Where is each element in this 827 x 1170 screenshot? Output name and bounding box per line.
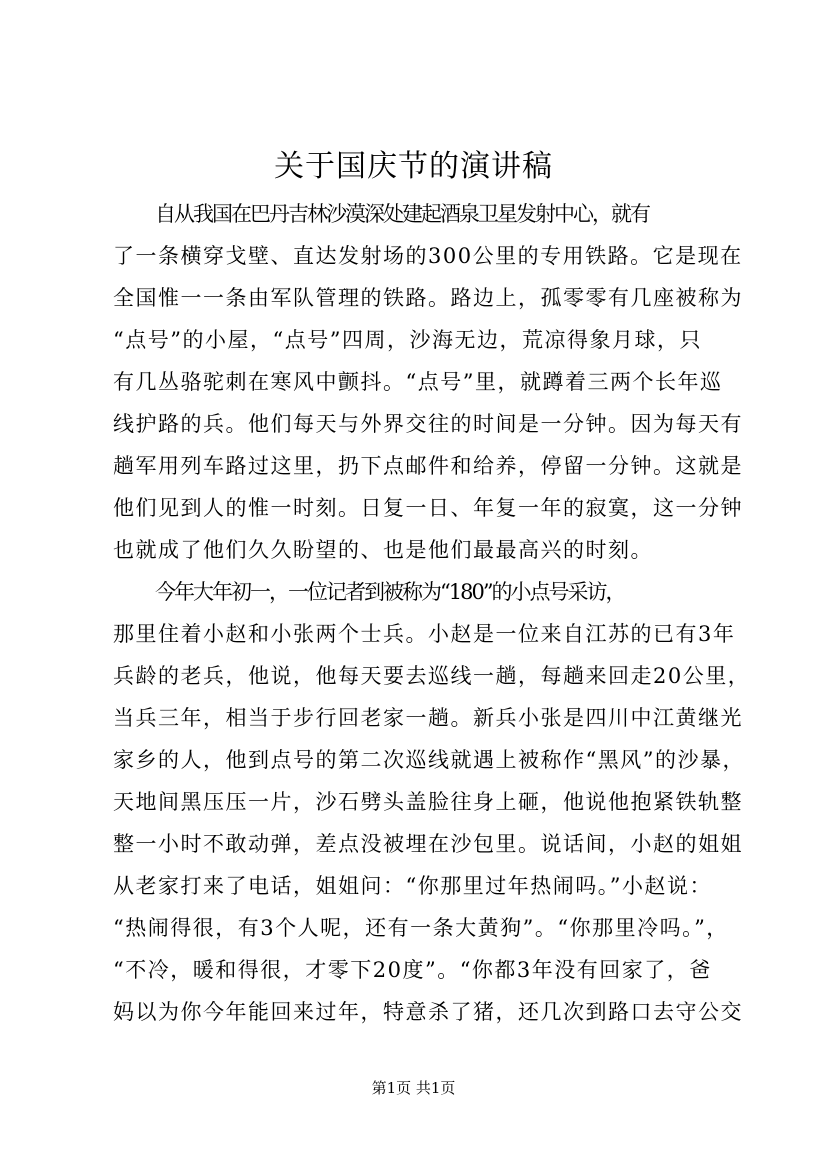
- paragraph-line: 那里住着小赵和小张两个士兵。小赵是一位来自江苏的已有3年: [113, 622, 736, 646]
- paragraph-line: 妈以为你今年能回来过年，特意杀了猪，还几次到路口去守公交: [113, 1000, 743, 1024]
- paragraph-line: 全国惟一一条由军队管理的铁路。路边上，孤零零有几座被称为: [113, 286, 743, 310]
- paragraph-line: 天地间黑压压一片，沙石劈头盖脸往身上砸，他说他抱紧铁轨整: [113, 790, 743, 814]
- paragraph-line: 家乡的人，他到点号的第二次巡线就遇上被称作“黑风”的沙暴，: [113, 748, 745, 772]
- paragraph-line: 整一小时不敢动弹，差点没被埋在沙包里。说话间，小赵的姐姐: [113, 832, 743, 856]
- paragraph-line: “热闹得很，有3个人呢，还有一条大黄狗”。“你那里冷吗。”，: [113, 916, 729, 940]
- paragraph-line: “点号”的小屋，“点号”四周，沙海无边，荒凉得象月球，只: [113, 328, 702, 352]
- paragraph-line: 今年大年初一，一位记者到被称为“180”的小点号采访，: [155, 580, 625, 604]
- paragraph-line: 有几丛骆驼刺在寒风中颤抖。“点号”里，就蹲着三两个长年巡: [113, 370, 723, 394]
- paragraph-line: 从老家打来了电话，姐姐问：“你那里过年热闹吗。”小赵说：: [113, 874, 712, 898]
- paragraph-line: 兵龄的老兵，他说，他每天要去巡线一趟，每趟来回走20公里，: [113, 664, 751, 688]
- paragraph-line: 了一条横穿戈壁、直达发射场的300公里的专用铁路。它是现在: [113, 244, 743, 268]
- paragraph-line: 自从我国在巴丹吉林沙漠深处建起酒泉卫星发射中心，就有: [155, 202, 649, 226]
- paragraph-line: “不冷，暖和得很，才零下20度”。“你都3年没有回家了，爸: [113, 958, 712, 982]
- paragraph-line: 趟军用列车路过这里，扔下点邮件和给养，停留一分钟。这就是: [113, 454, 743, 478]
- document-title: 关于国庆节的演讲稿: [274, 149, 553, 184]
- paragraph-line: 当兵三年，相当于步行回老家一趟。新兵小张是四川中江黄继光: [113, 706, 743, 730]
- paragraph-line: 也就成了他们久久盼望的、也是他们最最高兴的时刻。: [113, 538, 653, 562]
- page-footer: 第1页 共1页: [371, 1079, 456, 1097]
- paragraph-line: 线护路的兵。他们每天与外界交往的时间是一分钟。因为每天有: [113, 412, 743, 436]
- paragraph-line: 他们见到人的惟一时刻。日复一日、年复一年的寂寞，这一分钟: [113, 496, 743, 520]
